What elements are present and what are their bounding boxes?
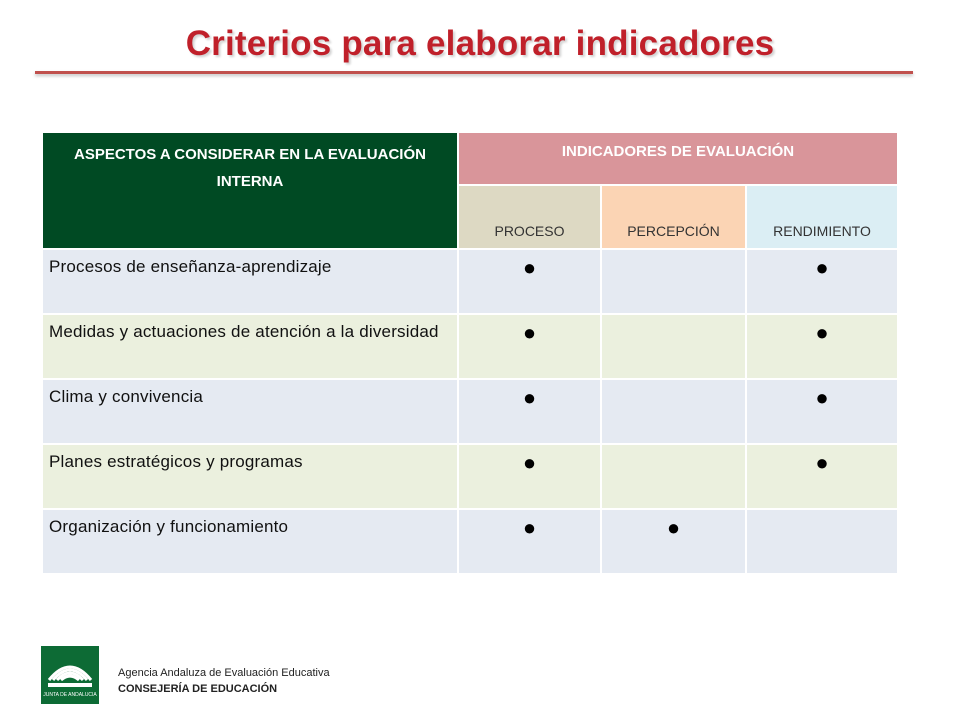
table-row: [42, 249, 898, 314]
row-label: Medidas y actuaciones de atención a la diversidad: [42, 314, 458, 379]
subheader-proceso: [458, 185, 601, 249]
table-row: [42, 444, 898, 509]
mark-cell: ●: [746, 444, 898, 509]
mark-cell: ●: [746, 249, 898, 314]
mark-cell: ●: [458, 379, 601, 444]
header-row: [42, 132, 898, 185]
subheader-rendimiento: [746, 185, 898, 249]
row-label: Organización y funcionamiento: [42, 509, 458, 574]
table-row: [42, 509, 898, 574]
row-label: Planes estratégicos y programas: [42, 444, 458, 509]
subheader-percepcion-label: PERCEPCIÓN: [627, 223, 720, 239]
mark-cell: ●: [458, 314, 601, 379]
mark-cell: ●: [458, 249, 601, 314]
mark-cell: [601, 379, 746, 444]
mark-cell: ●: [458, 444, 601, 509]
mark-cell: ●: [458, 509, 601, 574]
table-row: [42, 379, 898, 444]
junta-andalucia-logo: [41, 646, 99, 704]
mark-cell: [601, 444, 746, 509]
header-aspects: ASPECTOS A CONSIDERAR EN LA EVALUACIÓN INTERNA: [42, 132, 458, 249]
mark-cell: ●: [746, 379, 898, 444]
mark-cell: ●: [746, 314, 898, 379]
mark-cell: [601, 249, 746, 314]
agency-name: Agencia Andaluza de Evaluación Educativa: [118, 667, 330, 679]
indicators-table: [41, 131, 899, 575]
subheader-proceso-label: PROCESO: [494, 223, 565, 239]
mark-cell: [746, 509, 898, 574]
slide-title: Criterios para elaborar indicadores: [185, 24, 775, 63]
subheader-percepcion: [601, 185, 746, 249]
row-label: Clima y convivencia: [42, 379, 458, 444]
subheader-rendimiento-label: RENDIMIENTO: [773, 223, 871, 239]
logo-lettering: JUNTA DE ANDALUCIA: [43, 692, 97, 698]
department-name: CONSEJERÍA DE EDUCACIÓN: [118, 683, 278, 695]
header-indicators: INDICADORES DE EVALUACIÓN: [458, 132, 898, 185]
title-underline: [35, 71, 913, 74]
table-row: [42, 314, 898, 379]
row-label: Procesos de enseñanza-aprendizaje: [42, 249, 458, 314]
mark-cell: ●: [601, 509, 746, 574]
mark-cell: [601, 314, 746, 379]
